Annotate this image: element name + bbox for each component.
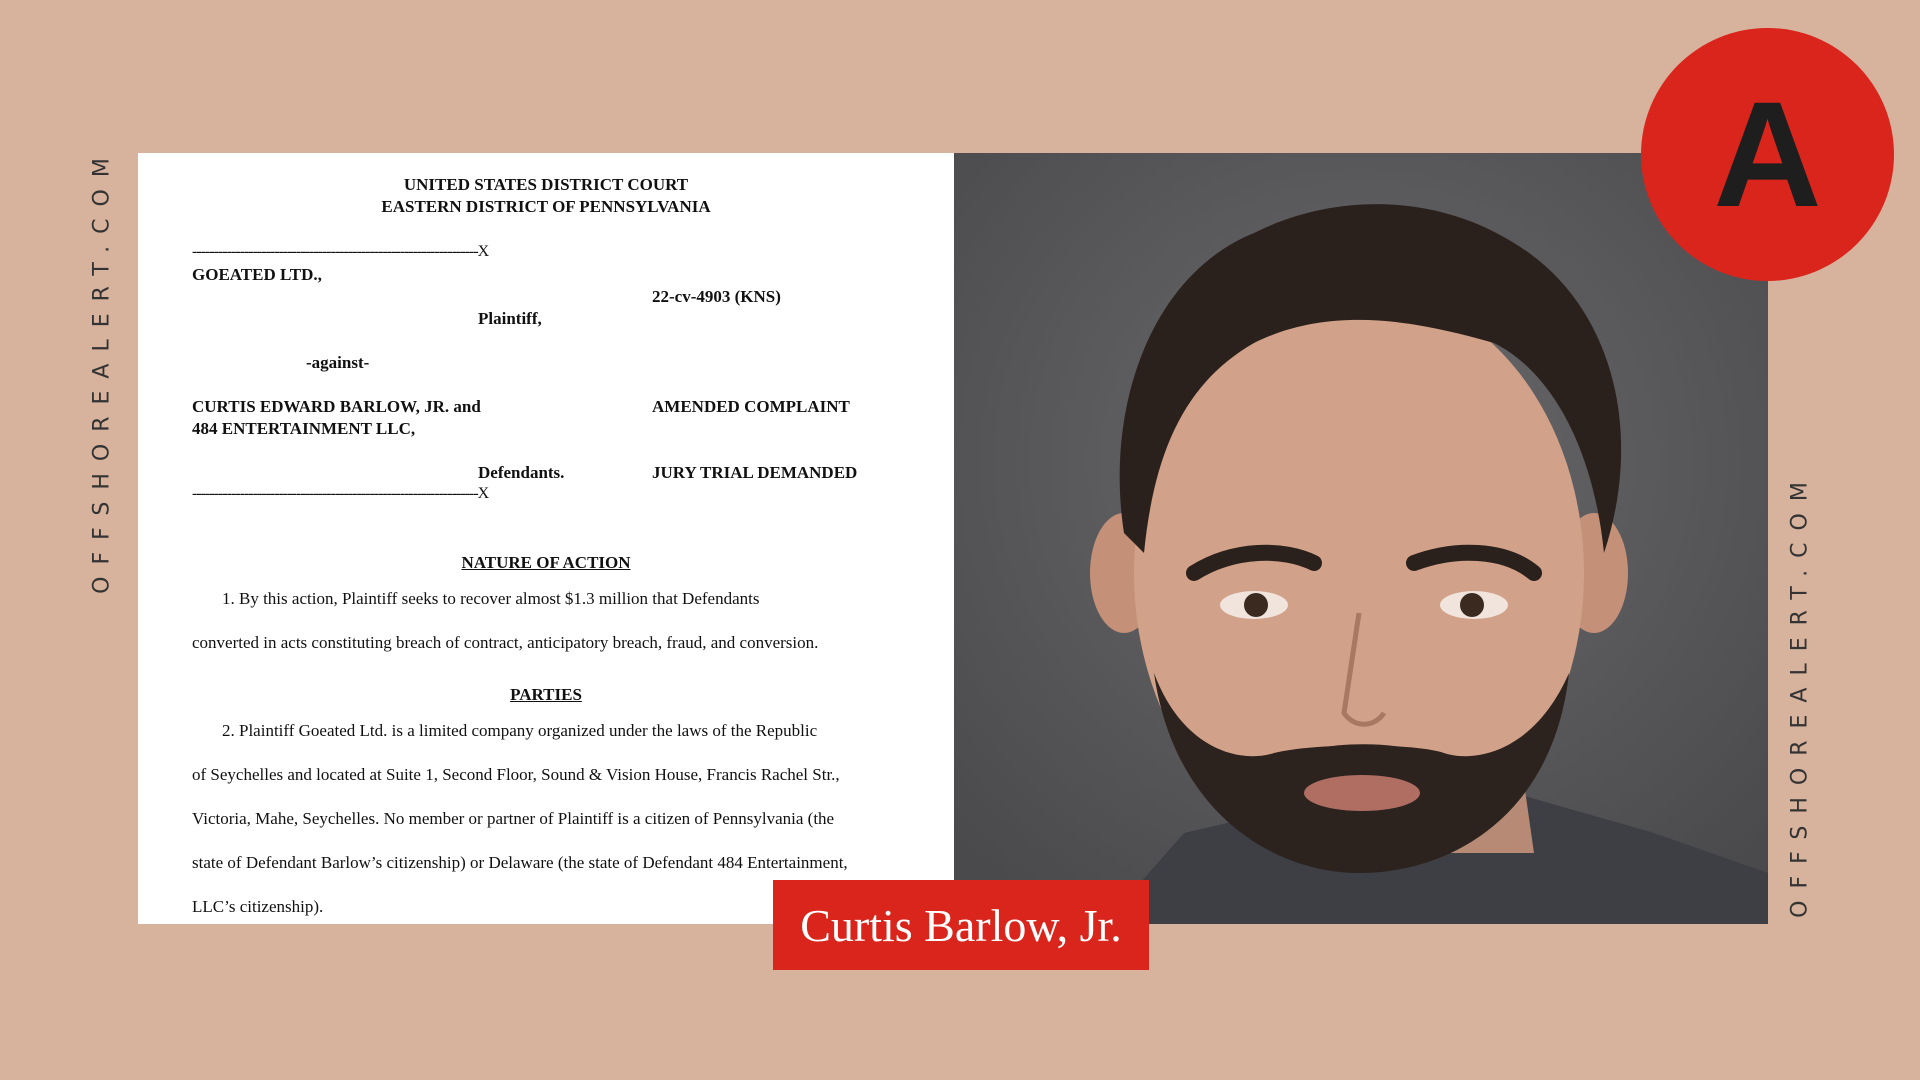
court-document: [138, 153, 954, 924]
paragraph-1: [192, 577, 932, 665]
defendant-line1: CURTIS EDWARD BARLOW, JR. and: [192, 397, 481, 416]
caption-rule-bottom: ------------------------------------------------------------------X: [192, 485, 489, 502]
case-number: 22-cv-4903 (KNS): [652, 287, 781, 306]
complaint-title: AMENDED COMPLAINT: [652, 397, 850, 416]
paragraph-2-line: state of Defendant Barlow’s citizenship) or Delaware (the state of Defendant 484 Entertainment,: [192, 853, 848, 872]
name-caption: Curtis Barlow, Jr.: [773, 880, 1149, 970]
defendants-label: Defendants.: [478, 463, 565, 482]
site-watermark-left: OFFSHOREALERT.COM: [89, 146, 115, 594]
paragraph-2-line: Victoria, Mahe, Seychelles. No member or partner of Plaintiff is a citizen of Pennsylvania (the: [192, 809, 835, 828]
logo-badge: A: [1641, 28, 1894, 281]
paragraph-2-line: of Seychelles and located at Suite 1, Second Floor, Sound & Vision House, Francis Rachel Str.,: [192, 765, 840, 784]
jury-demand: JURY TRIAL DEMANDED: [652, 463, 858, 482]
paragraph-1-line: converted in acts constituting breach of contract, anticipatory breach, fraud, and conversion.: [192, 633, 819, 652]
site-watermark-right: OFFSHOREALERT.COM: [1787, 470, 1813, 918]
paragraph-2-line: LLC’s citizenship).: [192, 897, 324, 916]
against-label: -against-: [306, 353, 370, 372]
mugshot-photo: [954, 153, 1768, 924]
caption-rule-top: ------------------------------------------------------------------X: [192, 243, 489, 260]
plaintiff-label: Plaintiff,: [478, 309, 542, 328]
defendant-line2: 484 ENTERTAINMENT LLC,: [192, 419, 416, 438]
court-district: EASTERN DISTRICT OF PENNSYLVANIA: [381, 197, 711, 216]
heading-nature-of-action: NATURE OF ACTION: [461, 553, 631, 572]
heading-parties: PARTIES: [510, 685, 582, 704]
paragraph-2-line: 2. Plaintiff Goeated Ltd. is a limited company organized under the laws of the Republic: [222, 721, 818, 740]
court-name: UNITED STATES DISTRICT COURT: [403, 175, 689, 194]
portrait-illustration: [954, 153, 1768, 924]
plaintiff-name: GOEATED LTD.,: [192, 265, 322, 284]
paragraph-1-line: 1. By this action, Plaintiff seeks to recover almost $1.3 million that Defendants: [222, 589, 760, 608]
